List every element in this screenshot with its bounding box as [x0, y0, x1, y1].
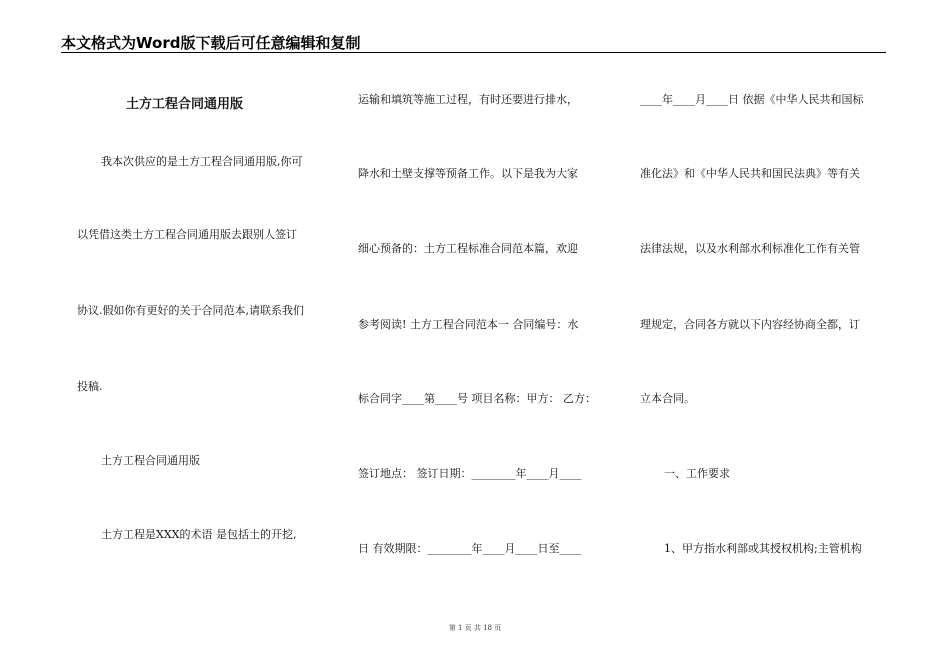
section-heading: 一、工作要求	[664, 467, 730, 480]
right-line-2: 准化法》和《中华人民共和国民法典》等有关	[640, 167, 860, 180]
middle-line-1: 运输和填筑等施工过程，有时还要进行排水，	[358, 93, 578, 106]
middle-line-4: 参考阅读! 土方工程合同范本一 合同编号：水	[358, 318, 579, 331]
document-title: 土方工程合同通用版	[126, 97, 244, 112]
document-header: 本文格式为Word版下载后可任意编辑和复制	[61, 34, 361, 52]
left-line-5: 土方工程合同通用版	[101, 454, 200, 467]
left-line-1: 我本次供应的是土方工程合同通用版,你可	[101, 155, 303, 168]
right-line-4: 理规定，合同各方就以下内容经协商全都，订	[640, 318, 860, 331]
header-divider	[61, 52, 886, 53]
left-line-4: 投稿.	[77, 380, 103, 393]
right-line-7: 1、甲方指水利部或其授权机构;主管机构	[664, 542, 862, 555]
left-line-6: 土方工程是XXX的术语 是包括土的开挖,	[101, 528, 297, 541]
right-line-5: 立本合同。	[640, 392, 695, 405]
middle-line-5: 标合同字____第____号 项目名称：甲方： 乙方：	[358, 392, 596, 405]
middle-line-7: 日 有效期限：________年____月____日至____	[358, 542, 582, 555]
middle-line-3: 细心预备的：土方工程标准合同范本篇，欢迎	[358, 242, 578, 255]
middle-line-2: 降水和土壁支撑等预备工作。以下是我为大家	[358, 167, 578, 180]
right-line-3: 法律法规，以及水利部水利标准化工作有关管	[640, 242, 860, 255]
left-line-2: 以凭借这类土方工程合同通用版去跟别人签订	[77, 228, 297, 241]
left-line-3: 协议.假如你有更好的关于合同范本,请联系我们	[77, 304, 304, 317]
right-line-1: ____年____月____日 依据《中华人民共和国标	[640, 93, 864, 106]
middle-line-6: 签订地点： 签订日期：________年____月____	[358, 467, 582, 480]
page-number-footer: 第 1 页 共 18 页	[448, 624, 502, 632]
